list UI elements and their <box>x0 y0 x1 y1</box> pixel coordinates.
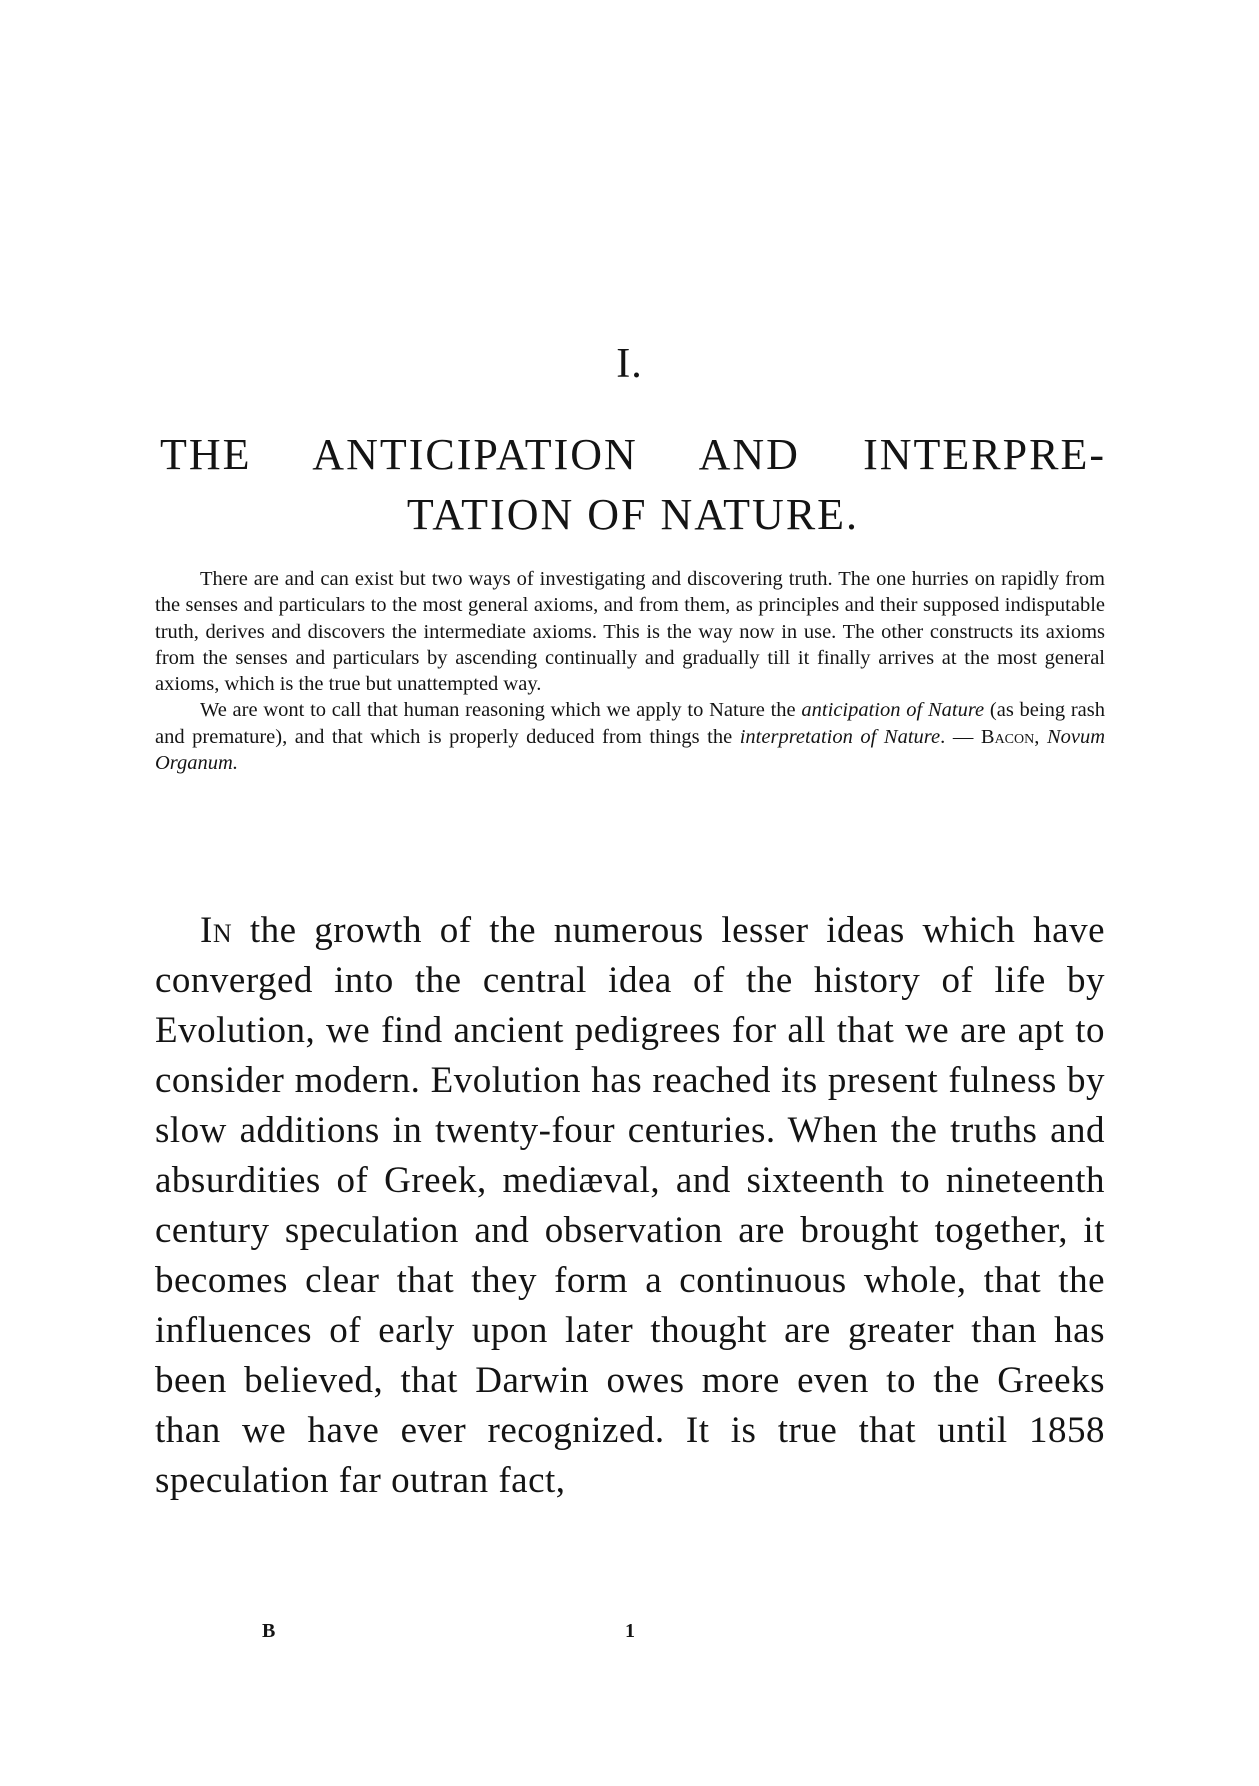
body-text <box>155 906 1105 1506</box>
epigraph-text: We are wont to call that human reasoning which we apply to Nature the <box>200 699 802 722</box>
body-paragraph <box>155 906 1105 1506</box>
epigraph-paragraph-2 <box>155 697 1105 776</box>
chapter-title <box>160 425 1106 545</box>
chapter-title-line-2: TATION OF NATURE. <box>406 490 860 539</box>
epigraph-italic-interpretation: interpretation of Nature <box>739 725 941 748</box>
epigraph-source-author: Bacon <box>980 725 1035 748</box>
page-number: 1 <box>625 1620 635 1642</box>
epigraph-text: (as being rash and premature), and that which is properly deduced from things the <box>155 699 1105 748</box>
chapter-title-line-1: THE ANTICIPATION AND INTERPRE- <box>160 430 1106 479</box>
epigraph-text: . — <box>940 725 981 748</box>
epigraph-source-separator: , <box>1034 725 1047 748</box>
epigraph <box>155 566 1105 776</box>
body-paragraph-text: the growth of the numerous lesser ideas which have converged into the central idea of the history of life by Evolution, we find ancient pedigrees for all that we are apt to consider modern. Evolution has reached its present fulness by slow additions in twenty-four centuries. When the truths and absurdities of Greek, mediæval, and sixteenth to nineteenth century speculation and observation are brought together, it becomes clear that they form a continuous whole, that the influences of early upon later thought are greater than has been believed, that Darwin owes more even to the Greeks than we have ever recognized. It is true that until 1858 speculation far outran fact, <box>155 910 1105 1501</box>
chapter-number: I. <box>616 341 643 387</box>
signature-mark: B <box>262 1620 276 1642</box>
epigraph-italic-anticipation: anticipation of Nature <box>801 699 985 722</box>
epigraph-source-work: Novum Organum. <box>155 725 1106 775</box>
epigraph-paragraph-1: There are and can exist but two ways of investigating and discovering truth. The one hurries on rapidly from the senses and particulars to the most general axioms, and from them, as principles and their supposed indisputable truth, derives and discovers the intermediate axioms. This is the way now in use. The other constructs its axioms from the senses and particulars by ascending continually and gradually till it finally arrives at the most general axioms, which is the true but unattempted way. <box>155 568 1105 696</box>
body-lead-in: In <box>200 910 233 951</box>
